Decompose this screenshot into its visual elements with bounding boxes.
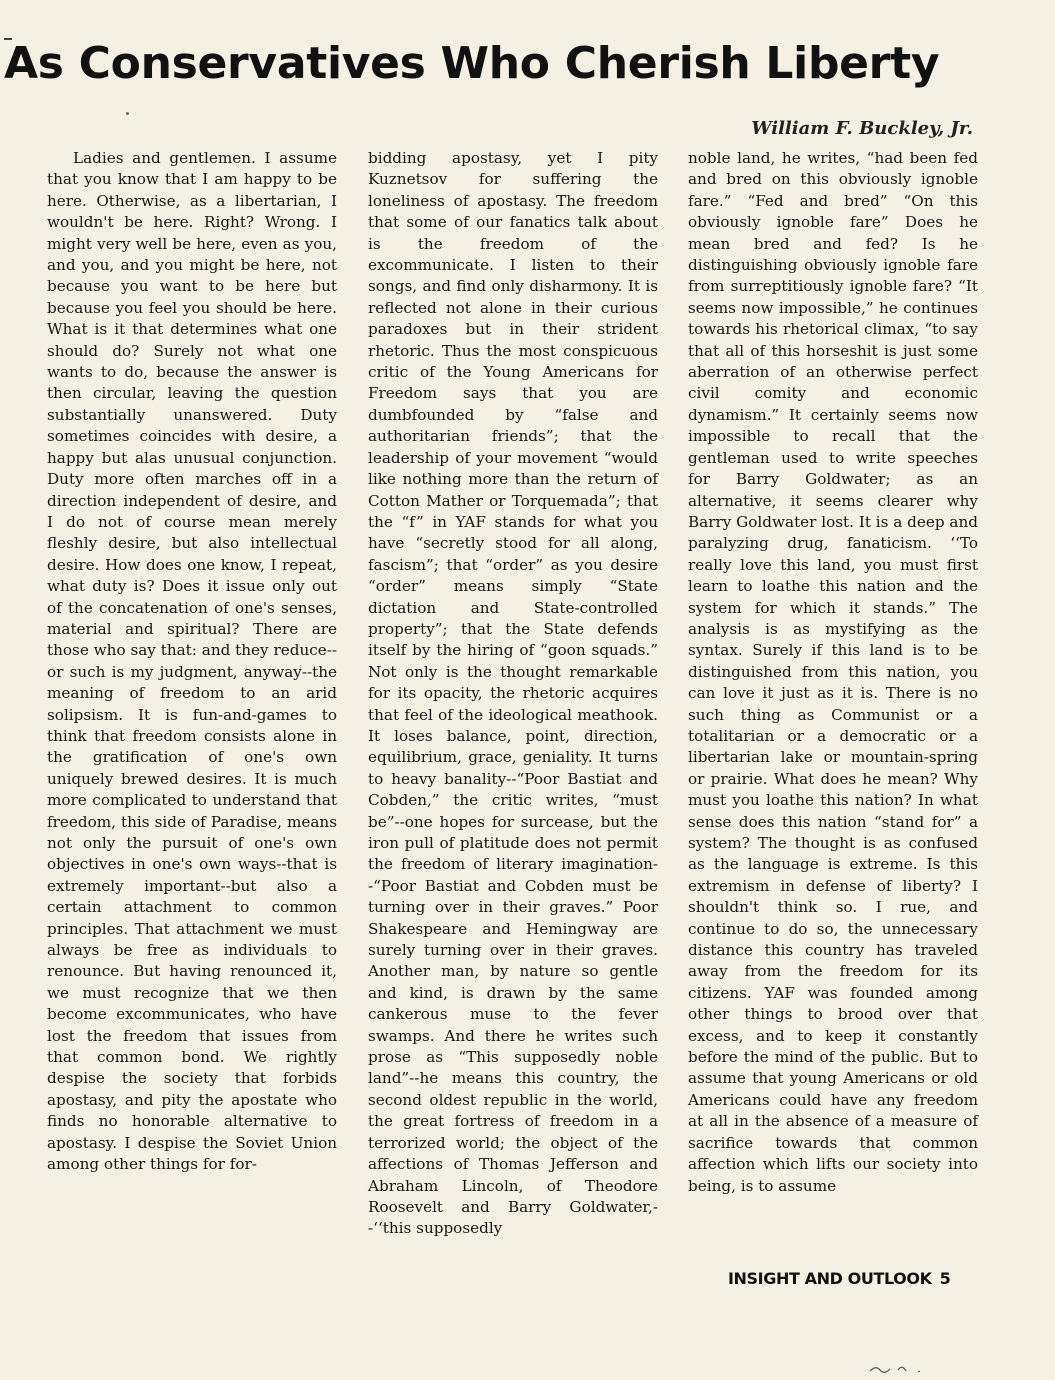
article-title: As Conservatives Who Cherish Liberty (4, 38, 940, 89)
page-number: 5 (939, 1269, 951, 1288)
pencil-mark (868, 1362, 928, 1376)
publication-name: INSIGHT AND OUTLOOK (728, 1269, 932, 1288)
article-column-1: Ladies and gentlemen. I assume that you know that I am happy to be here. Otherwise, as a libertarian, I wouldn't be here. Right? Wrong. I might very well be here, even as you, and you, and you might be here, not because you want to be here but because you feel you should be here. What is it that determines what one should do? Surely not what one wants to do, because the answer is then circular, leaving the question substantially unanswered. Duty sometimes coincides with desire, a happy but alas unusual conjunction. Duty more often marches off in a direction independent of desire, and I do not of course mean merely fleshly desire, but also intellectual desire. How does one know, I repeat, what duty is? Does it issue only out of the concatenation of one's senses, material and spiritual? There are those who say that: and they reduce--or such is my judgment, anyway--the meaning of freedom to an arid solipsism. It is fun-and-games to think that freedom consists alone in the gratification of one's own uniquely brewed desires. It is much more complicated to understand that freedom, this side of Paradise, means not only the pursuit of one's own objectives in one's own ways--that is extremely important--but also a certain attachment to common principles. That attachment we must always be free as individuals to renounce. But having renounced it, we must recognize that we then become excommunicates, who have lost the freedom that issues from that common bond. We rightly despise the society that forbids apostasy, and pity the apostate who finds no honorable alternative to apostasy. I despise the Soviet Union among other things for for- (47, 149, 337, 1174)
article-column-2: bidding apostasy, yet I pity Kuznetsov for suffering the loneliness of apostasy. The freedom that some of our fanatics talk about is the freedom of the excommunicate. I listen to their songs, and find only disharmony. It is reflected not alone in their curious paradoxes but in their strident rhetoric. Thus the most conspicuous critic of the Young Americans for Freedom says that you are dumbfounded by “false and authoritarian friends”; that the leadership of your movement “would like nothing more than the return of Cotton Mather or Torquemada”; that the “f” in YAF stands for what you have “secretly stood for all along, fascism”; that “order” as you desire “order” means simply “State dictation and State-controlled property”; that the State defends itself by the hiring of “goon squads.” Not only is the thought remarkable for its opacity, the rhetoric acquires that feel of the ideological meathook. It loses balance, point, direction, equilibrium, grace, geniality. It turns to heavy banality--“Poor Bastiat and Cobden,” the critic writes, “must be”--one hopes for surcease, but the iron pull of platitude does not permit the freedom of literary imagination--“Poor Bastiat and Cobden must be turning over in their graves.” Poor Shakespeare and Hemingway are surely turning over in their graves. Another man, by nature so gentle and kind, is drawn by the same cankerous muse to the fever swamps. And there he writes such prose as “This supposedly noble land”--he means this country, the second oldest republic in the world, the great fortress of freedom in a terrorized world; the object of the affections of Thomas Jefferson and Abraham Lincoln, of Theodore Roosevelt and Barry Goldwater,--‘‘this supposedly (368, 149, 658, 1238)
page-footer (728, 1269, 950, 1288)
speck (126, 112, 129, 115)
article-author: William F. Buckley, Jr. (751, 118, 973, 139)
article-column-3: noble land, he writes, “had been fed and bred on this obviously ignoble fare.” “Fed and bred” “On this obviously ignoble fare” Does he mean bred and fed? Is he distinguishing obviously ignoble fare from surreptitiously ignoble fare? “It seems now impossible,” he continues towards his rhetorical climax, “to say that all of this horseshit is just some aberration of an otherwise perfect civil comity and economic dynamism.” It certainly seems now impossible to recall that the gentleman used to write speeches for Barry Goldwater; as an alternative, it seems clearer why Barry Goldwater lost. It is a deep and paralyzing drug, fanaticism. ‘‘To really love this land, you must first learn to loathe this nation and the system for which it stands.” The analysis is as mystifying as the syntax. Surely if this land is to be distinguished from this nation, you can love it just as it is. There is no such thing as Communist or a totalitarian or a democratic or a libertarian lake or mountain-spring or prairie. What does he mean? Why must you loathe this nation? In what sense does this nation “stand for” a system? The thought is as confused as the language is extreme. Is this extremism in defense of liberty? I shouldn't think so. I rue, and continue to do so, the unnecessary distance this country has traveled away from the freedom for its citizens. YAF was founded among other things to brood over that excess, and to keep it constantly before the mind of the public. But to assume that young Americans or old Americans could have any freedom at all in the absence of a measure of sacrifice towards that common affection which lifts our society into being, is to assume (688, 149, 978, 1195)
